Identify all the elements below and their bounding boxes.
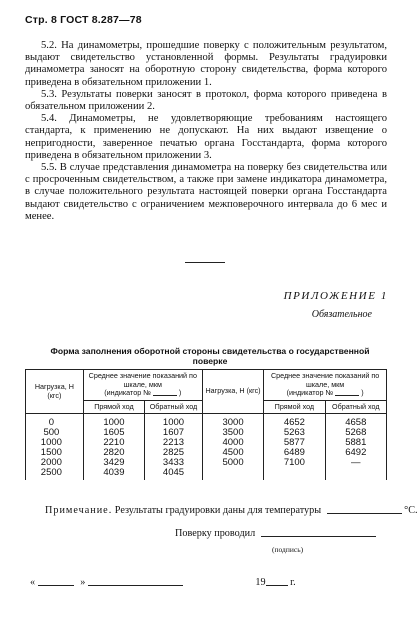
- cell-reverse: 3433: [145, 458, 203, 468]
- table-row: [26, 448, 387, 458]
- table-row: [26, 428, 387, 438]
- cell-forward: 6489: [264, 448, 325, 458]
- month-blank: [88, 585, 183, 586]
- header-forward-right: Прямой ход: [264, 400, 325, 414]
- section-divider: [185, 262, 225, 263]
- cell-reverse: 4658: [325, 414, 386, 429]
- cell-reverse: 6492: [325, 448, 386, 458]
- table-row: [26, 438, 387, 448]
- cell-load: 0: [26, 414, 84, 429]
- appendix-title: ПРИЛОЖЕНИЕ 1: [283, 290, 388, 302]
- year-suffix: г.: [290, 577, 296, 588]
- year-prefix: 19: [255, 577, 266, 588]
- cell-forward: 5263: [264, 428, 325, 438]
- calibration-table: [25, 369, 387, 480]
- cell-forward: 4652: [264, 414, 325, 429]
- note-label: Примечание.: [45, 505, 113, 516]
- verify-label: Поверку проводил: [175, 528, 256, 539]
- temperature-note: [45, 505, 418, 516]
- date-quote-open: «: [30, 577, 36, 588]
- cell-reverse: 1000: [145, 414, 203, 429]
- header-mean-left-a: Среднее значение показаний по шкале, мкм: [88, 371, 197, 389]
- cell-load: [202, 468, 263, 480]
- header-mean-left-b: (индикатор №: [104, 388, 151, 397]
- header-mean-left: [83, 370, 202, 401]
- table-row: [26, 414, 387, 429]
- section-5-text: [25, 40, 387, 223]
- cell-load: 5000: [202, 458, 263, 468]
- cell-load: 3000: [202, 414, 263, 429]
- cell-load: 1500: [26, 448, 84, 458]
- cell-load: 500: [26, 428, 84, 438]
- header-mean-left-c: ): [178, 388, 182, 397]
- table-body: [26, 414, 387, 481]
- note-text: Результаты градуировки даны для температуры: [114, 505, 322, 516]
- cell-forward: 1605: [83, 428, 144, 438]
- day-blank: [38, 585, 74, 586]
- cell-load: 3500: [202, 428, 263, 438]
- header-mean-right: [264, 370, 387, 401]
- paragraph-5-2: 5.2. На динамометры, прошедшие поверку с положительным результатом, выдают свидетельство установленной формы. Результаты градуировки динамометра заносят на оборотную сторону свидетельства, форма которого приведена в обязательном приложении 1.: [25, 40, 387, 88]
- table-row: [26, 458, 387, 468]
- header-load-left: Нагрузка, Н (кгс): [26, 370, 84, 414]
- cell-forward: 2820: [83, 448, 144, 458]
- cell-reverse: 2825: [145, 448, 203, 458]
- date-line: [30, 577, 370, 588]
- cell-forward: 4039: [83, 468, 144, 480]
- header-load-right: Нагрузка, Н (кгс): [202, 370, 263, 414]
- paragraph-5-3: 5.3. Результаты поверки заносят в протокол, форма которого приведена в обязательном приложении 2.: [25, 88, 387, 113]
- signature-blank: [261, 536, 376, 537]
- header-forward-left: Прямой ход: [83, 400, 144, 414]
- cell-reverse: [325, 468, 386, 480]
- verified-by-line: [175, 528, 376, 539]
- cell-load: 2500: [26, 468, 84, 480]
- cell-load: 1000: [26, 438, 84, 448]
- signature-caption: (подпись): [272, 545, 304, 554]
- paragraph-5-5: 5.5. В случае представления динамометра на поверку без свидетельства или с просроченным свидетельством, а также при замене индикатора динамометра, в случае положительного результата настоящей поверки органа Госстандарта выдают свидетельство с ограничением межповерочного интервала до 6 мес и менее.: [25, 162, 387, 222]
- cell-reverse: 4045: [145, 468, 203, 480]
- header-mean-right-b: (индикатор №: [286, 388, 334, 397]
- cell-forward: 1000: [83, 414, 144, 429]
- header-mean-right-a: Среднее значение показаний по шкале, мкм: [270, 371, 380, 389]
- date-quote-close: »: [80, 577, 86, 588]
- header-reverse-right: Обратный ход: [325, 400, 386, 414]
- cell-load: 4500: [202, 448, 263, 458]
- cell-reverse: 5881: [325, 438, 386, 448]
- page-header: Стр. 8 ГОСТ 8.287—78: [25, 14, 142, 26]
- cell-reverse: 5268: [325, 428, 386, 438]
- header-reverse-left: Обратный ход: [145, 400, 203, 414]
- cell-forward: 7100: [264, 458, 325, 468]
- cell-forward: 5877: [264, 438, 325, 448]
- cell-load: 2000: [26, 458, 84, 468]
- appendix-subtitle: Обязательное: [311, 309, 372, 320]
- cell-reverse: —: [325, 458, 386, 468]
- header-mean-right-c: ): [361, 388, 364, 397]
- paragraph-5-4: 5.4. Динамометры, не удовлетворяющие требованиям настоящего стандарта, к применению не допускают. На них выдают извещение о непригодности, заверенное печатью органа Госстандарта, форма которого приведена в обязательном приложении 3.: [25, 113, 387, 161]
- cell-load: 4000: [202, 438, 263, 448]
- cell-forward: [264, 468, 325, 480]
- table-row: [26, 468, 387, 480]
- temperature-blank: [327, 513, 402, 514]
- cell-reverse: 2213: [145, 438, 203, 448]
- form-title: Форма заполнения оборотной стороны свидетельства о государственной поверке: [50, 346, 370, 366]
- cell-forward: 2210: [83, 438, 144, 448]
- cell-reverse: 1607: [145, 428, 203, 438]
- cell-forward: 3429: [83, 458, 144, 468]
- note-unit: °С.: [404, 505, 418, 516]
- year-blank: [266, 585, 288, 586]
